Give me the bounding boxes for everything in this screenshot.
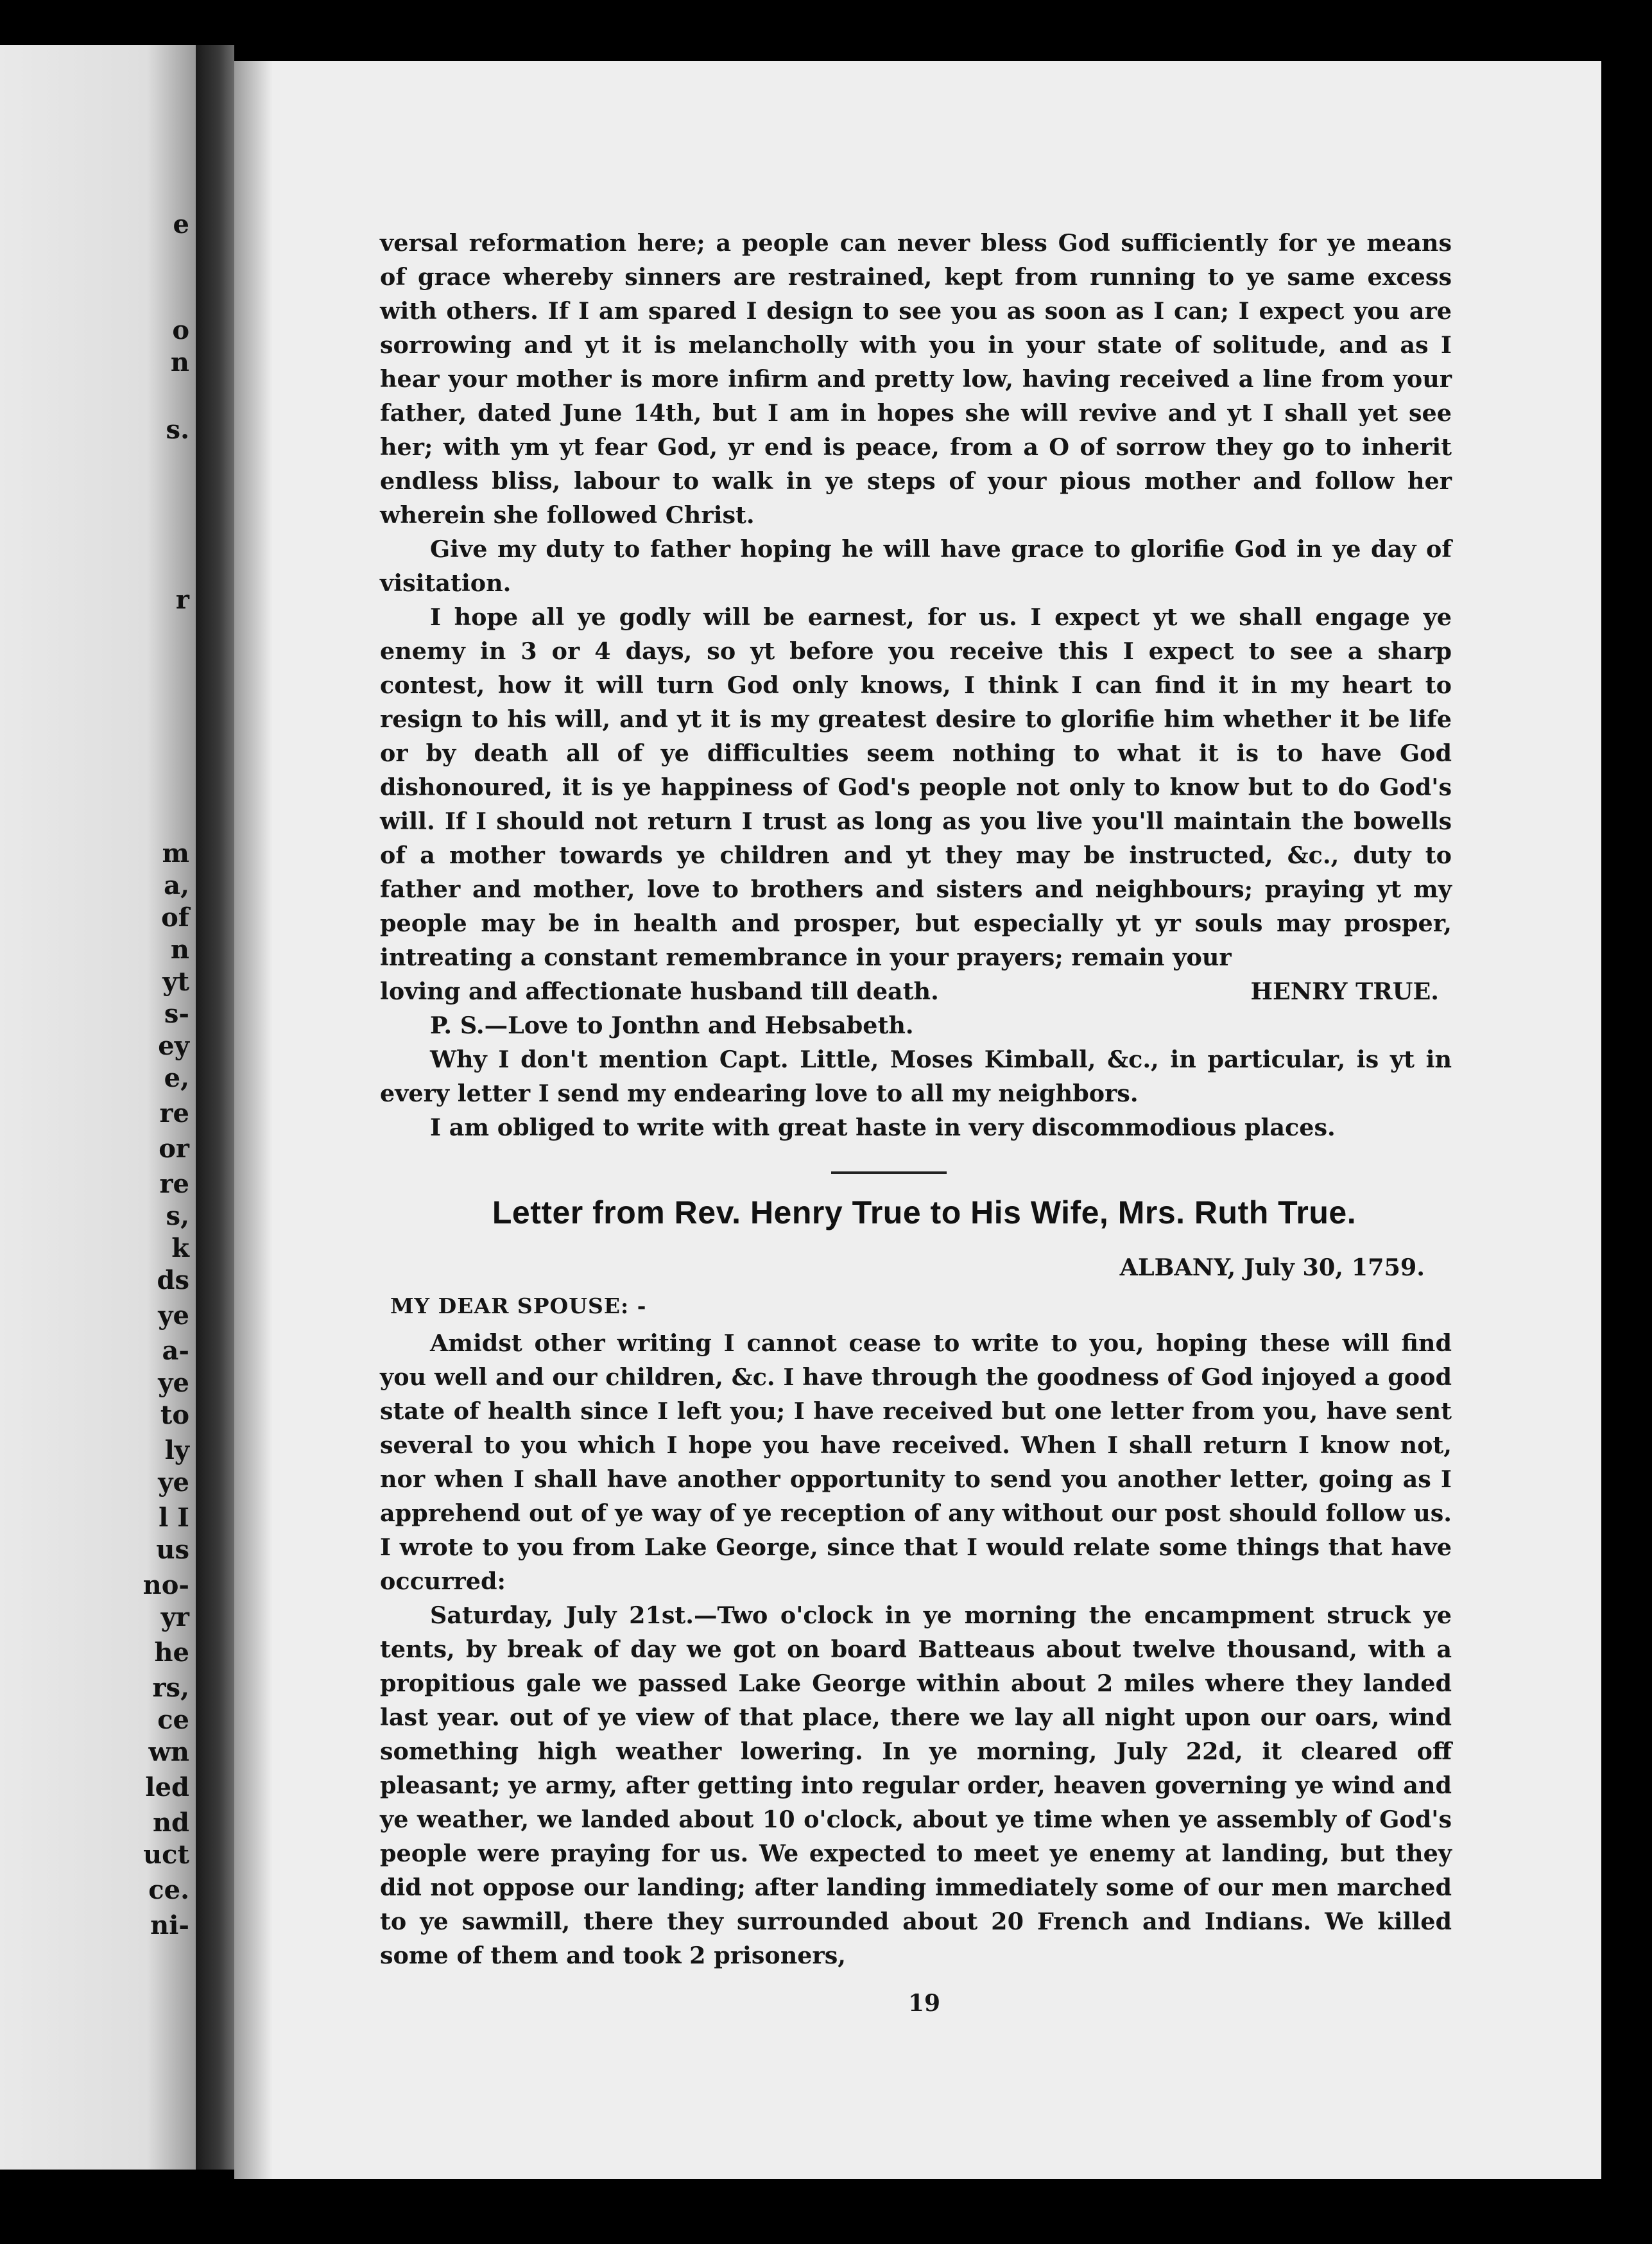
- why-paragraph: Why I don't mention Capt. Little, Moses Kimball, &c., in particular, is yt in every letter I send my endearing love to all my neighbors.: [380, 1046, 1452, 1107]
- previous-page-fragment: led: [145, 1772, 189, 1802]
- duty-paragraph: Give my duty to father hoping he will have grace to glorifie God in ye day of visitation.: [380, 535, 1452, 597]
- previous-page-fragment: ey: [158, 1031, 189, 1061]
- previous-page-fragment: s,: [166, 1201, 189, 1231]
- previous-page-fragment: ni-: [150, 1910, 189, 1940]
- letter-two-paragraph-two: Saturday, July 21st.—Two o'clock in ye morning the encampment struck ye tents, by break of day we got on board Batteaus about twelve thousand, with a propitious gale we passed Lake George within about 2 miles where they landed last year. out of ye view of that place, there we lay all night upon our oars, wind something high weather lowering. In ye morning, July 22d, it cleared off pleasant; ye army, after getting into regular order, heaven governing ye wind and ye weather, we landed about 10 o'clock, about ye time when ye assembly of God's people were praying for us. We expected to meet ye enemy at landing, but they did not oppose our landing; after landing immediately some of our men marched to ye sawmill, there they surrounded about 20 French and Indians. We killed some of them and took 2 prisoners,: [380, 1601, 1452, 1969]
- previous-page-fragment: ye: [158, 1300, 189, 1331]
- previous-page-fragment: wn: [148, 1737, 189, 1767]
- previous-page-fragment: s.: [166, 415, 189, 445]
- previous-page-fragment: ds: [157, 1265, 189, 1295]
- previous-page-edge: [0, 45, 196, 2170]
- previous-page-fragment: of: [161, 902, 189, 933]
- letter-two-body: [380, 1326, 1452, 1972]
- previous-page-fragment: ye: [158, 1368, 189, 1398]
- letter-two-paragraph-one: Amidst other writing I cannot cease to write to you, hoping these will find you well and our children, &c. I have through the goodness of God injoyed a good state of health since I left you; I have received but one letter from you, have sent several to you which I hope you have received. When I shall return I know not, nor when I shall have another opportunity to send you another letter, going as I apprehend out of ye way of ye reception of any without our post should follow us. I wrote to you from Lake George, since that I would relate some things that have occurred:: [380, 1329, 1452, 1595]
- previous-page-fragment: ye: [158, 1467, 189, 1497]
- previous-page-fragment: l I: [159, 1503, 189, 1533]
- previous-page-fragment: n: [170, 347, 189, 377]
- previous-page-fragment: uct: [143, 1840, 189, 1870]
- previous-page-fragment: r: [175, 585, 189, 615]
- previous-page-fragment: no-: [142, 1570, 189, 1600]
- previous-page-fragment: re: [159, 1169, 189, 1199]
- previous-page-fragment: s-: [164, 999, 189, 1029]
- previous-page-fragment: a,: [164, 870, 189, 901]
- previous-page-fragment: ce.: [148, 1875, 189, 1905]
- letter-heading: Letter from Rev. Henry True to His Wife, Mrs. Ruth True.: [492, 1195, 1357, 1230]
- previous-page-fragment: ce: [157, 1705, 189, 1735]
- page-number: 19: [908, 1990, 941, 2017]
- previous-page-fragment: re: [159, 1098, 189, 1128]
- previous-page-fragment: yr: [160, 1602, 189, 1632]
- signature: HENRY TRUE.: [1250, 978, 1439, 1005]
- section-divider: [831, 1171, 947, 1174]
- book-gutter: [196, 45, 234, 2170]
- previous-page-fragment: rs,: [152, 1673, 189, 1703]
- previous-page-fragment: yt: [162, 967, 189, 997]
- opening-paragraph: versal reformation here; a people can never bless God sufficiently for ye means of grace whereby sinners are restrained, kept from running to ye same excess with others. If I am spared I design to see you as soon as I can; I expect you are sorrowing and yt it is melancholly with you in your state of solitude, and as I hear your mother is more infirm and pretty low, having received a line from your father, dated June 14th, but I am in hopes she will revive and yt I shall yet see her; with ym yt fear God, yr end is peace, from a O of sorrow they go to inherit endless bliss, labour to walk in ye steps of your pious mother and follow her wherein she followed Christ.: [380, 229, 1452, 529]
- previous-page-fragment: us: [156, 1535, 189, 1565]
- previous-page-fragment: nd: [152, 1808, 189, 1838]
- letter-one-body: [380, 226, 1452, 1144]
- previous-page-fragment: n: [170, 935, 189, 965]
- postscript: P. S.—Love to Jonthn and Hebsabeth.: [430, 1012, 914, 1039]
- previous-page-fragment: he: [154, 1637, 189, 1668]
- salutation: MY DEAR SPOUSE: -: [390, 1293, 647, 1318]
- previous-page-fragment: o: [172, 315, 189, 345]
- previous-page-fragment: m: [162, 838, 189, 868]
- hope-paragraph: I hope all ye godly will be earnest, for us. I expect yt we shall engage ye enemy in 3 or 4 days, so yt before you receive this I expect to see a sharp contest, how it will turn God only knows, I think I can find it in my heart to resign to his will, and yt it is my greatest desire to glorifie him whether it be life or by death all of ye difficulties seem nothing to what it is to have God dishonoured, it is ye happiness of God's people not only to know but to do God's will. If I should not return I trust as long as you live you'll maintain the bowells of a mother towards ye children and yt they may be instructed, &c., duty to father and mother, love to brothers and sisters and neighbours; praying yt my people may be in health and prosper, but especially yt yr souls may prosper, intreating a constant remembrance in your prayers; remain your: [380, 603, 1452, 971]
- previous-page-fragment: k: [171, 1233, 189, 1263]
- previous-page-fragment: to: [160, 1400, 189, 1430]
- previous-page-fragment: ly: [164, 1435, 189, 1465]
- previous-page-fragment: or: [159, 1134, 189, 1164]
- closing-line: [380, 974, 1452, 1008]
- previous-page-fragment: e: [173, 209, 189, 239]
- previous-page-fragment: a-: [162, 1336, 189, 1366]
- haste-paragraph: I am obliged to write with great haste in very discommodious places.: [430, 1114, 1336, 1141]
- dateline: ALBANY, July 30, 1759.: [1119, 1254, 1425, 1281]
- previous-page-fragment: e,: [164, 1063, 189, 1093]
- page-shadow: [234, 61, 273, 2179]
- closing-text: loving and affectionate husband till death.: [380, 978, 939, 1005]
